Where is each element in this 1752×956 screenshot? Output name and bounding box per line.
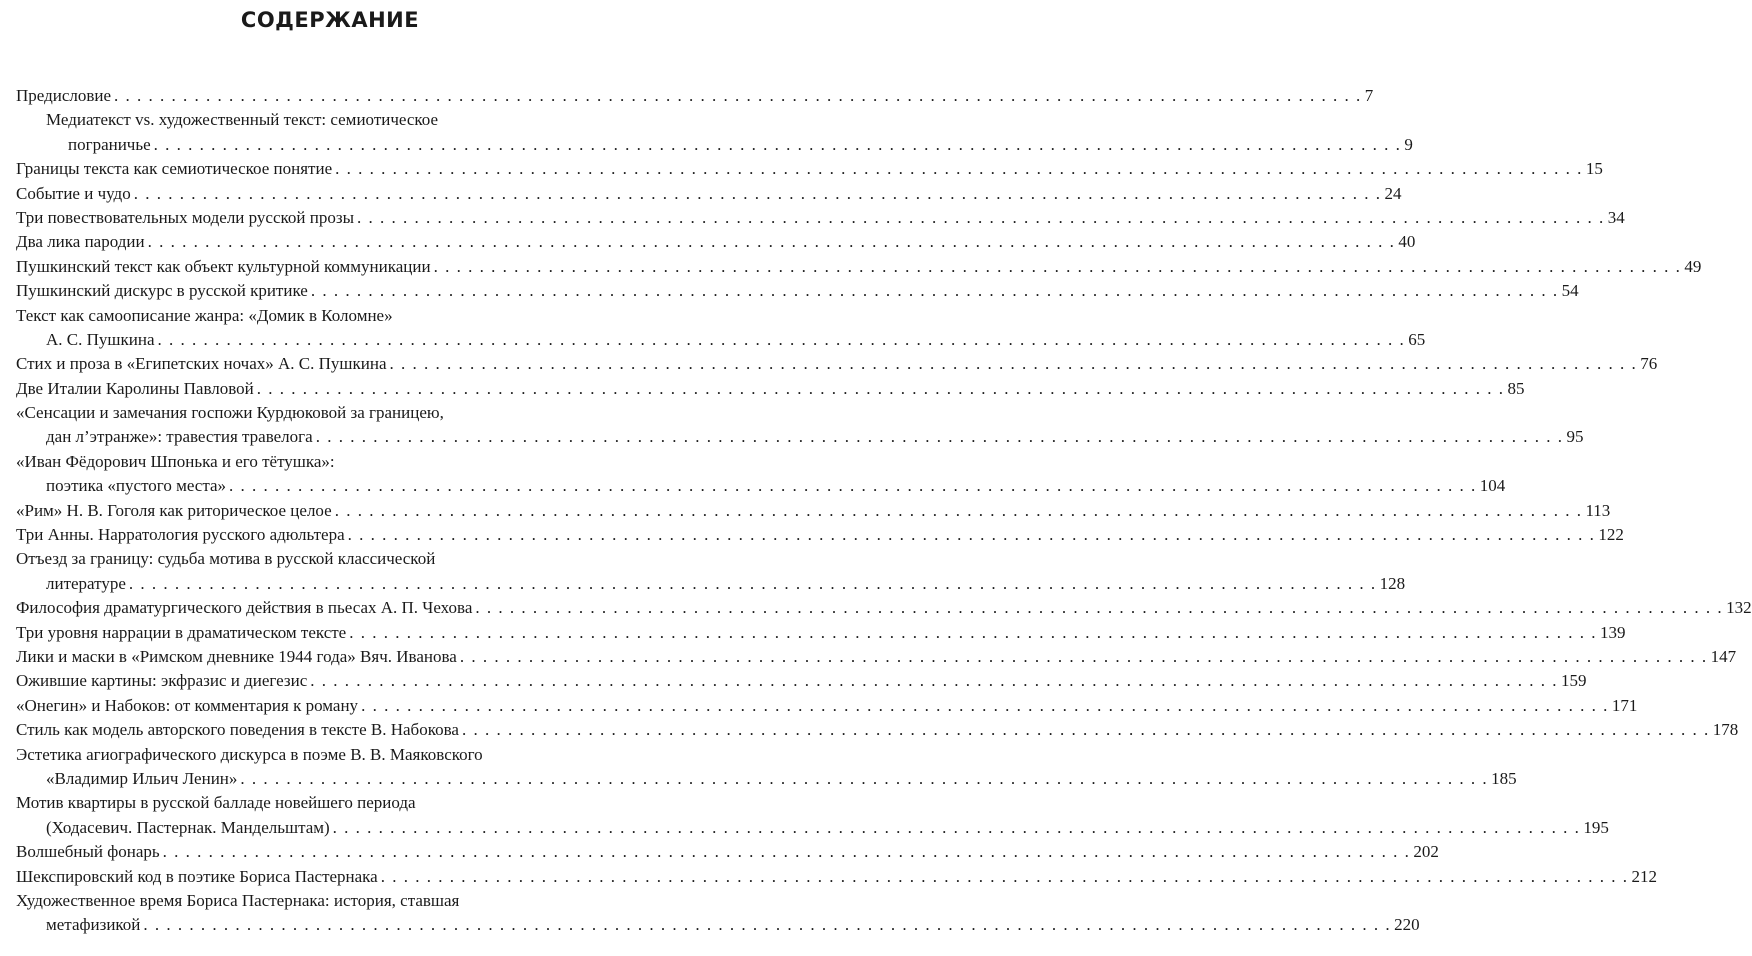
toc-entry-page: 95 — [1566, 427, 1584, 447]
dot-leader — [390, 352, 1638, 376]
toc-entry-title: Волшебный фонарь — [16, 842, 160, 862]
toc-entry — [16, 865, 1657, 889]
toc-entry-page: 7 — [1364, 86, 1374, 105]
toc-entry — [16, 255, 1702, 279]
dot-leader — [460, 645, 1708, 669]
toc-entry — [16, 791, 1609, 840]
toc-entry-page: 34 — [1607, 207, 1625, 227]
table-of-contents — [16, 84, 1752, 938]
dot-leader — [143, 913, 1391, 937]
dot-leader — [154, 133, 1402, 157]
toc-entry — [16, 230, 1416, 254]
toc-entry — [16, 596, 1752, 620]
toc-entry-page: 104 — [1479, 476, 1506, 496]
toc-entry — [16, 718, 1739, 742]
toc-entry-title-line: Эстетика агиографического дискурса в поэме В. В. Маяковского — [16, 744, 483, 764]
dot-leader — [310, 669, 1558, 693]
toc-entry-title-line: Медиатекст vs. художественный текст: семиотическое — [46, 110, 439, 130]
toc-entry-page: 159 — [1561, 671, 1587, 691]
toc-entry-page: 220 — [1394, 915, 1420, 935]
toc-entry-page: 212 — [1631, 866, 1657, 886]
dot-leader — [316, 425, 1564, 449]
dot-leader — [257, 377, 1505, 401]
toc-entry-title: Границы текста как семиотическое понятие — [16, 159, 333, 179]
toc-entry — [16, 523, 1624, 547]
toc-entry — [16, 450, 1506, 499]
toc-entry-title: «Онегин» и Набоков: от комментария к роману — [16, 695, 359, 715]
dot-leader — [381, 865, 1629, 889]
toc-entry-page: 185 — [1491, 768, 1517, 788]
toc-entry-page: 54 — [1561, 281, 1579, 301]
toc-entry — [16, 621, 1626, 645]
toc-entry-title: дан л’этранже»: травестия травелога — [46, 427, 313, 447]
toc-entry — [16, 206, 1625, 230]
toc-entry-title: «Рим» Н. В. Гоголя как риторическое целое — [16, 500, 332, 520]
toc-entry — [16, 499, 1611, 523]
toc-entry — [16, 377, 1525, 401]
toc-entry-page: 113 — [1585, 500, 1611, 520]
toc-entry-title: Три повествовательных модели русской прозы — [16, 207, 354, 227]
toc-entry-page: 24 — [1384, 183, 1402, 203]
toc-entry-title: Стиль как модель авторского поведения в тексте В. Набокова — [16, 720, 459, 740]
toc-entry-page: 85 — [1507, 378, 1525, 398]
toc-entry — [16, 108, 1413, 157]
toc-entry-page: 9 — [1404, 134, 1413, 154]
dot-leader — [114, 84, 1362, 108]
toc-entry-title-line: «Иван Фёдорович Шпонька и его тётушка»: — [16, 451, 335, 471]
dot-leader — [157, 328, 1405, 352]
toc-entry — [16, 743, 1517, 792]
toc-entry — [16, 669, 1587, 693]
toc-entry-title: Ожившие картины: экфразис и диегезис — [16, 671, 308, 691]
dot-leader — [148, 230, 1396, 254]
toc-entry-title: Пушкинский текст как объект культурной коммуникации — [16, 256, 431, 276]
toc-entry-title: Два лика пародии — [16, 232, 145, 252]
toc-entry-title-line: «Сенсации и замечания госпожи Курдюковой за границею, — [16, 403, 444, 423]
dot-leader — [129, 572, 1377, 596]
toc-entry-page: 139 — [1599, 622, 1626, 642]
dot-leader — [361, 694, 1609, 718]
toc-entry-title: поэтика «пустого места» — [46, 476, 227, 496]
toc-entry-title-line: Художественное время Бориса Пастернака: история, ставшая — [16, 890, 460, 910]
dot-leader — [333, 816, 1581, 840]
toc-entry-page: 122 — [1598, 525, 1624, 545]
toc-entry-page: 171 — [1611, 695, 1638, 715]
toc-entry-page: 195 — [1583, 817, 1609, 837]
dot-leader — [163, 840, 1411, 864]
dot-leader — [357, 206, 1605, 230]
toc-entry-page: 128 — [1379, 573, 1406, 593]
toc-entry-title: Две Италии Каролины Павловой — [16, 378, 254, 398]
toc-entry-page: 178 — [1712, 720, 1739, 740]
toc-entry-title: Три Анны. Нарратология русского адюльтера — [16, 525, 345, 545]
toc-entry — [16, 840, 1439, 864]
toc-entry — [16, 401, 1584, 450]
toc-entry-title: А. С. Пушкина — [46, 329, 155, 349]
dot-leader — [240, 767, 1488, 791]
toc-entry-title: Лики и маски в «Римском дневнике 1944 года» Вяч. Иванова — [16, 646, 457, 666]
toc-entry-page: 132 — [1726, 598, 1752, 618]
page-title: СОДЕРЖАНИЕ — [240, 8, 420, 32]
toc-entry-page: 76 — [1640, 354, 1658, 374]
toc-entry-title: Шекспировский код в поэтике Бориса Пастернака — [16, 866, 378, 886]
toc-entry-title-line: Мотив квартиры в русской балладе новейшего периода — [16, 793, 416, 813]
toc-entry — [16, 645, 1737, 669]
dot-leader — [462, 718, 1710, 742]
dot-leader — [349, 621, 1597, 645]
toc-entry-title: Три уровня наррации в драматическом тексте — [16, 622, 347, 642]
toc-entry — [16, 157, 1603, 181]
toc-entry-title: пограничье — [68, 134, 151, 154]
dot-leader — [335, 157, 1583, 181]
dot-leader — [134, 182, 1382, 206]
dot-leader — [434, 255, 1682, 279]
toc-entry-title-line: Текст как самоописание жанра: «Домик в Коломне» — [16, 305, 393, 325]
toc-entry — [16, 352, 1658, 376]
toc-entry-title: «Владимир Ильич Ленин» — [46, 768, 238, 788]
toc-entry — [16, 84, 1374, 108]
toc-entry-title: Философия драматургического действия в пьесах А. П. Чехова — [16, 598, 473, 618]
toc-entry — [16, 182, 1402, 206]
toc-entry-page: 202 — [1413, 842, 1439, 862]
dot-leader — [311, 279, 1559, 303]
toc-entry — [16, 279, 1579, 303]
dot-leader — [229, 474, 1477, 498]
toc-entry-page: 15 — [1585, 159, 1603, 179]
toc-entry-page: 147 — [1710, 646, 1737, 666]
toc-entry-title: Событие и чудо — [16, 183, 131, 203]
dot-leader — [475, 596, 1723, 620]
toc-entry-title: метафизикой — [46, 915, 141, 935]
dot-leader — [335, 499, 1583, 523]
toc-entry-title: Предисловие — [16, 86, 112, 105]
toc-entry-page: 40 — [1398, 232, 1416, 252]
toc-entry-title: Пушкинский дискурс в русской критике — [16, 281, 308, 301]
toc-entry-title: литературе — [46, 573, 126, 593]
toc-entry-page: 49 — [1684, 256, 1702, 276]
toc-entry — [16, 547, 1406, 596]
toc-entry — [16, 889, 1420, 938]
toc-entry-title: Стих и проза в «Египетских ночах» А. С. Пушкина — [16, 354, 387, 374]
toc-entry-title: (Ходасевич. Пастернак. Мандельштам) — [46, 817, 330, 837]
dot-leader — [348, 523, 1596, 547]
toc-entry-page: 65 — [1408, 329, 1426, 349]
toc-entry — [16, 694, 1638, 718]
toc-entry-title-line: Отъезд за границу: судьба мотива в русской классической — [16, 549, 436, 569]
toc-entry — [16, 304, 1426, 353]
